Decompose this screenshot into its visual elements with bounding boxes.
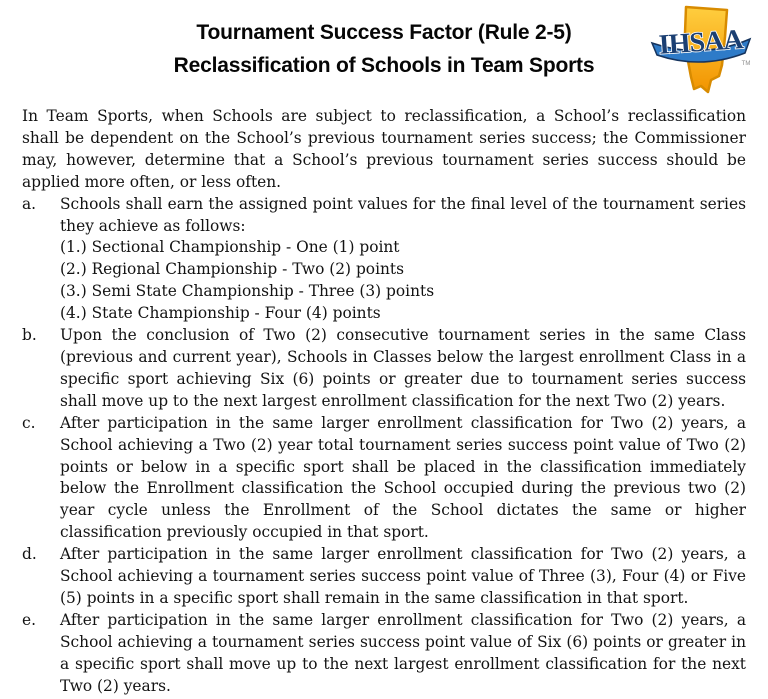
rule-item-e [22, 610, 746, 698]
point-value-line-4: (4.) State Championship - Four (4) points [60, 304, 381, 323]
ihsaa-logo [648, 3, 754, 100]
rule-item-label: e. [22, 610, 37, 629]
rule-item-text: After participation in the same larger enrollment classification for Two (2) years, a School achieving a tournament series success point value of Three (3), Four (4) or Five (5) points in a specific sport shall remain in the same classification in that sport. [60, 545, 746, 607]
rule-item-b [22, 325, 746, 413]
trademark-symbol: TM [741, 61, 751, 67]
rule-item-a [22, 194, 746, 325]
point-value-line-1: (1.) Sectional Championship - One (1) point [60, 238, 400, 257]
rule-item-a-text: Schools shall earn the assigned point values for the final level of the tournament series they achieve as follows: [60, 194, 746, 235]
rule-item-d [22, 544, 746, 610]
rule-item-label: a. [22, 194, 37, 213]
logo-text: IHSAA [657, 24, 744, 61]
rule-item-label: c. [22, 413, 36, 432]
rule-text-body [0, 100, 768, 697]
rule-item-label: b. [22, 326, 37, 345]
document-title-line-2: Reclassification of Schools in Team Sports [173, 54, 595, 77]
ihsaa-logo-graphic [648, 3, 754, 100]
rule-item-text [60, 194, 746, 325]
document-header [0, 0, 768, 100]
point-value-line-3: (3.) Semi State Championship - Three (3) points [60, 282, 435, 301]
intro-paragraph: In Team Sports, when Schools are subject to reclassification, a School’s reclassification shall be dependent on the School’s previous tournament series success; the Commissioner may, however, determine that a School’s previous tournament series success should be applied more often, or less often. [22, 107, 746, 191]
rule-item-text: After participation in the same larger enrollment classification for Two (2) years, a School achieving a tournament series success point value of Six (6) points or greater in a specific sport shall move up to the next largest enrollment classification for the next Two (2) years. [60, 610, 746, 695]
document-title-line-1: Tournament Success Factor (Rule 2-5) [196, 21, 572, 44]
rule-item-text: After participation in the same larger enrollment classification for Two (2) years, a School achieving a Two (2) year total tournament series success point value of Two (2) points or below in a specific sport shall be placed in the classification immediately below the Enrollment classification the School occupied during the previous two (2) year cycle unless the Enrollment of the School dictates the same or higher classification previously occupied in that sport. [60, 413, 746, 542]
rule-item-text: Upon the conclusion of Two (2) consecutive tournament series in the same Class (previous and current year), Schools in Classes below the largest enrollment Class in a specific sport achieving Six (6) points or greater due to tournament series success shall move up to the next largest enrollment classification for the next Two (2) years. [60, 326, 746, 410]
point-value-line-2: (2.) Regional Championship - Two (2) points [60, 260, 404, 279]
rule-item-c [22, 413, 746, 544]
rule-item-label: d. [22, 545, 37, 564]
